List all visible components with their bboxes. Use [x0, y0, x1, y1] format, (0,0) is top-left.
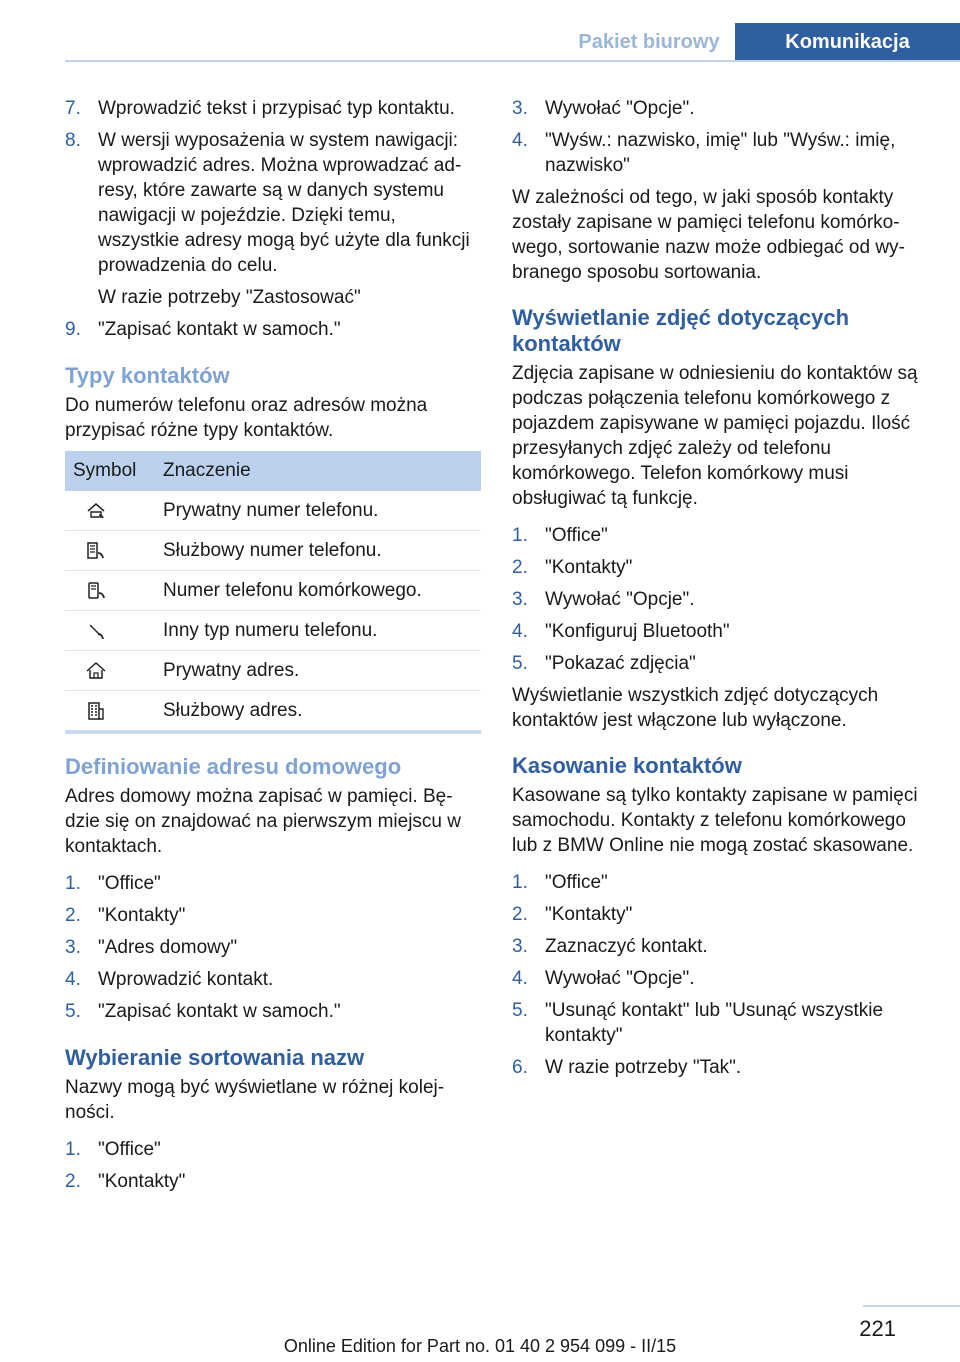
table-row: [65, 491, 481, 531]
table-cell: Służbowy adres.: [163, 691, 481, 733]
list-item: 6. W razie potrzeby "Tak".: [512, 1057, 742, 1078]
section-heading-contact-types: Typy kontaktów: [65, 363, 230, 388]
list-item: 4. "Wyśw.: nazwisko, imię" lub "Wyśw.: imię, nazwisko": [512, 130, 896, 176]
list-item: 3. Wywołać "Opcje".: [512, 98, 695, 119]
steps-list-home-address: [65, 871, 481, 1024]
list-item: 1. "Office": [65, 1139, 161, 1160]
private-address-icon: [85, 660, 107, 682]
contact-types-table: [65, 451, 481, 734]
table-header-row: [65, 451, 481, 491]
paragraph: Zdjęcia zapisane w odniesieniu do kontaktów są podczas połączenia telefonu komórkowego z pojazdem zapisywane w pamięci pojazdu. Ilość przesyłanych zdjęć zależy od telefonu komórkowego. Telefon komórkowy musi obsługiwać tą funkcję.: [512, 363, 918, 509]
list-item: 4. Wprowadzić kontakt.: [65, 969, 274, 990]
list-item: 5. "Usunąć kontakt" lub "Usunąć wszystkie kontakty": [512, 1000, 884, 1046]
table-row: [65, 571, 481, 611]
private-phone-icon: [85, 500, 107, 522]
steps-list-photos: [512, 523, 928, 676]
paragraph: Kasowane są tylko kontakty zapisane w pamięci samochodu. Kontakty z telefonu komórkowego lub z BMW Online nie mogą zostać skasowane.: [512, 785, 918, 856]
business-phone-icon: [85, 540, 107, 562]
paragraph: W zależności od tego, w jaki sposób kontakty zostały zapisane w pamięci telefonu komórkowego, sortowanie nazw może odbiegać od wybranego sposobu sortowania.: [512, 187, 905, 283]
list-item: 1. "Office": [512, 872, 608, 893]
footer-divider: [863, 1305, 960, 1307]
list-item: 7. Wprowadzić tekst i przypisać typ kontaktu.: [65, 98, 455, 119]
table-row: [65, 691, 481, 733]
table-row: [65, 531, 481, 571]
list-item: 2. "Kontakty": [512, 557, 633, 578]
table-header-symbol: Symbol: [65, 451, 163, 491]
left-column: [65, 96, 481, 1201]
steps-list-sort: [65, 1137, 481, 1194]
list-item: 5. "Pokazać zdjęcia": [512, 653, 696, 674]
list-item: 4. "Konfiguruj Bluetooth": [512, 621, 730, 642]
paragraph: Nazwy mogą być wyświetlane w różnej kolejności.: [65, 1077, 445, 1123]
edition-footer: Online Edition for Part no. 01 40 2 954 099 - II/15: [283, 1336, 677, 1356]
table-cell: Służbowy numer telefonu.: [163, 531, 481, 571]
section-heading-sort-names: Wybieranie sortowania nazw: [65, 1045, 365, 1070]
table-cell: Numer telefonu komórkowego.: [163, 571, 481, 611]
list-item: 8. W wersji wyposażenia w system nawigacji: wprowadzić adres. Można wprowadzać adresy, które zawarte są w danych systemu nawigacji w pojeździe. Dzięki temu, wszystkie adresy mogą być użyte dla funkcji prowadzenia do celu.: [65, 130, 470, 276]
list-item: 2. "Kontakty": [512, 904, 633, 925]
paragraph: Wyświetlanie wszystkich zdjęć dotyczących kontaktów jest włączone lub wyłączone.: [512, 685, 879, 731]
table-cell: Prywatny adres.: [163, 651, 481, 691]
list-item: 1. "Office": [65, 873, 161, 894]
list-item: 4. Wywołać "Opcje".: [512, 968, 695, 989]
other-phone-icon: [85, 620, 107, 642]
table-row: [65, 611, 481, 651]
list-item: 3. "Adres domowy": [65, 937, 238, 958]
list-item: 2. "Kontakty": [65, 905, 186, 926]
section-heading-delete-contacts: Kasowanie kontaktów: [512, 753, 742, 778]
list-item: 3. Wywołać "Opcje".: [512, 589, 695, 610]
steps-list-delete: [512, 870, 928, 1080]
chapter-tab: Komunikacja: [735, 23, 960, 62]
steps-list-new-contact: [65, 96, 481, 342]
page-number: 221: [859, 1316, 896, 1341]
business-address-icon: [85, 700, 107, 722]
list-item-note: W razie potrzeby "Zastosować": [98, 287, 361, 308]
table-header-meaning: Znaczenie: [163, 451, 481, 491]
list-item: 9. "Zapisać kontakt w samoch.": [65, 319, 341, 340]
right-column: [512, 96, 928, 1087]
page-header: [563, 23, 960, 62]
list-item: 3. Zaznaczyć kontakt.: [512, 936, 708, 957]
list-item: 5. "Zapisać kontakt w samoch.": [65, 1001, 341, 1022]
section-tab: Pakiet biurowy: [578, 31, 720, 53]
section-heading-contact-photos: Wyświetlanie zdjęć dotyczących kontaktów: [512, 305, 850, 356]
header-divider: [65, 60, 960, 62]
section-heading-home-address: Definiowanie adresu domowego: [65, 754, 402, 779]
steps-list-sort-cont: [512, 96, 928, 178]
paragraph: Adres domowy można zapisać w pamięci. Będzie się on znajdować na pierwszym miejscu w kontaktach.: [65, 786, 461, 857]
paragraph: Do numerów telefonu oraz adresów można przypisać różne typy kontaktów.: [65, 395, 428, 441]
table-row: [65, 651, 481, 691]
list-item: 1. "Office": [512, 525, 608, 546]
mobile-phone-icon: [85, 580, 107, 602]
table-cell: Prywatny numer telefonu.: [163, 491, 481, 531]
list-item: 2. "Kontakty": [65, 1171, 186, 1192]
table-cell: Inny typ numeru telefonu.: [163, 611, 481, 651]
